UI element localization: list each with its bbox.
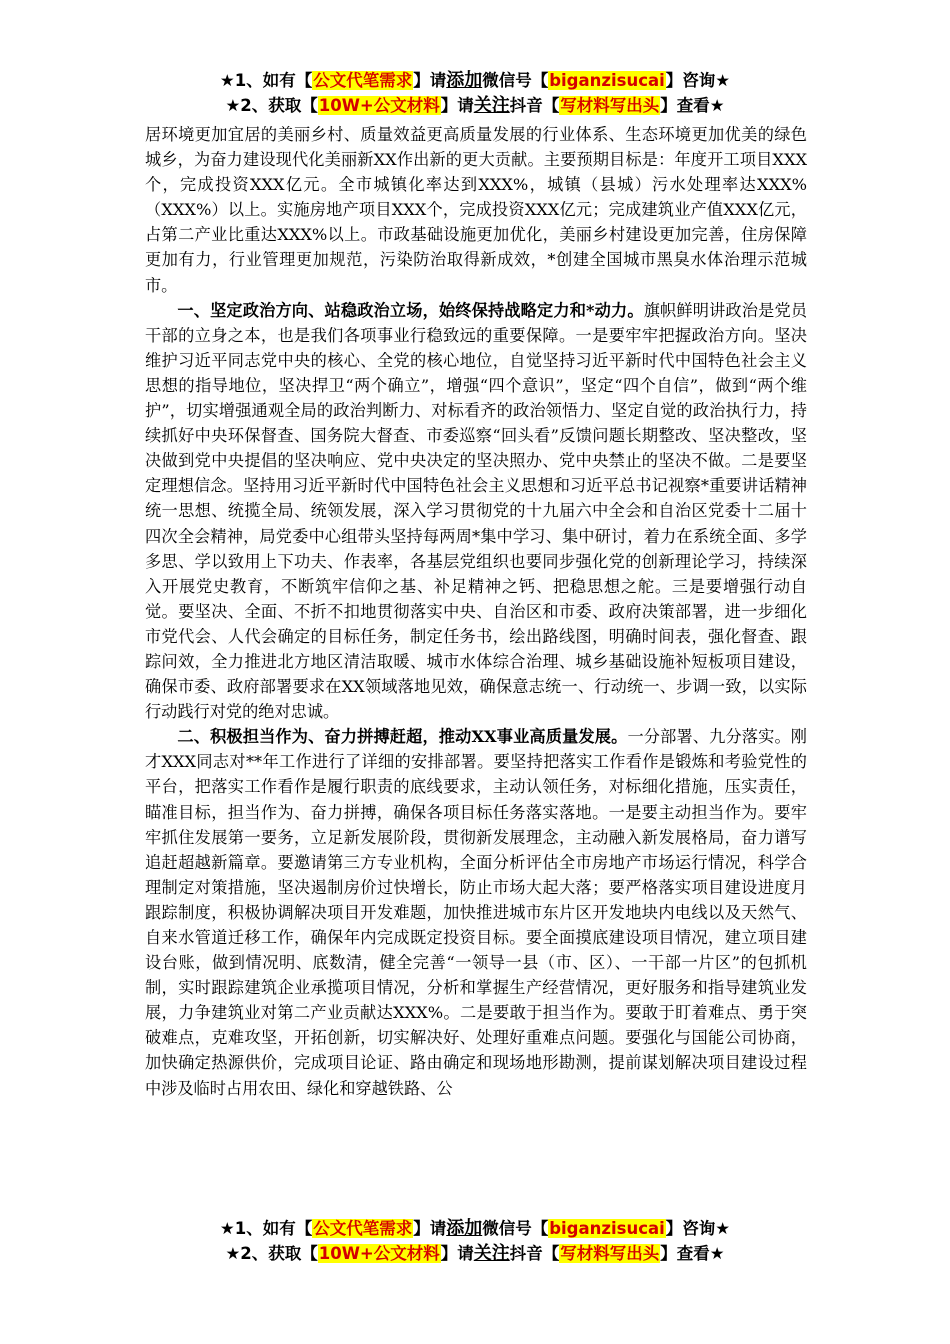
banner-text: 】请 [413,1219,447,1238]
banner-highlight-douyin: 写材料写出头 [560,96,660,115]
banner-text: ★1、如有【 [219,1219,313,1238]
banner-highlight-service: 公文代笔需求 [313,1219,413,1238]
banner-underline-follow: 关注 [473,1243,510,1264]
banner-text: 】查看★ [660,96,725,115]
banner-text: 】请 [440,1244,474,1263]
banner-text: 】请 [440,96,474,115]
banner-text: 】咨询★ [665,71,731,90]
banner-highlight-service: 公文代笔需求 [313,71,413,90]
section-2-heading: 二、积极担当作为、奋力拼搏赶超，推动XX事业高质量发展。 [177,727,628,747]
document-body [145,122,807,1101]
banner-underline-add: 添加 [446,70,483,91]
footer-banner-line2 [0,1242,950,1266]
banner-text: 抖音【 [509,96,560,115]
banner-highlight-wechat-id: biganzisucai [549,71,665,90]
banner-text: 】查看★ [660,1244,725,1263]
section-1-heading: 一、坚定政治方向、站稳政治立场，始终保持战略定力和*动力。 [177,300,644,320]
banner-text: ★2、获取【 [225,96,318,115]
section-1-text: 旗帜鲜明讲政治是党员干部的立身之本，也是我们各项事业行稳致远的重要保障。一是要牢牢把握政治方向。坚决维护习近平同志党中央的核心、全党的核心地位，自觉坚持习近平新时代中国特色社会主义思想的指导地位，坚决捍卫“两个确立”，增强“四个意识”，坚定“四个自信”，做到“两个维护”，切实增强通观全局的政治判断力、对标看齐的政治领悟力、坚定自觉的政治执行力，持续抓好中央环保督查、国务院大督查、市委巡察“回头看”反馈问题长期整改、坚决整改，坚决做到党中央提倡的坚决响应、党中央决定的坚决照办、党中央禁止的坚决不做。二是要坚定理想信念。坚持用习近平新时代中国特色社会主义思想和习近平总书记视察*重要讲话精神统一思想、统揽全局、统领发展，深入学习贯彻党的十九届六中全会和自治区党委十二届十四次全会精神，局党委中心组带头坚持每两周*集中学习、集中研讨，着力在系统全面、多学多思、学以致用上下功夫、作表率，各基层党组织也要同步强化党的创新理论学习，持续深入开展党史教育，不断筑牢信仰之基、补足精神之钙、把稳思想之舵。三是要增强行动自觉。要坚决、全面、不折不扣地贯彻落实中央、自治区和市委、政府决策部署，进一步细化市党代会、人代会确定的目标任务，制定任务书，绘出路线图，明确时间表，强化督查、跟踪问效，全力推进北方地区清洁取暖、城市水体综合治理、城乡基础设施补短板项目建设，确保市委、政府部署要求在XX领域落地见效，确保意志统一、行动统一、步调一致，以实际行动践行对党的绝对忠诚。 [145,300,808,722]
header-banner-line2 [0,94,950,118]
banner-text: ★1、如有【 [219,71,313,90]
banner-text: 微信号【 [482,1219,549,1238]
banner-text: 抖音【 [509,1244,560,1263]
banner-underline-follow: 关注 [473,95,510,116]
banner-text: ★2、获取【 [225,1244,318,1263]
banner-underline-add: 添加 [446,1218,483,1239]
banner-highlight-materials: 10W+公文材料 [318,1244,440,1263]
header-banner-line1 [0,69,950,93]
section-1-paragraph [145,298,807,725]
section-2-paragraph [145,724,807,1100]
banner-highlight-wechat-id: biganzisucai [549,1219,665,1238]
banner-highlight-douyin: 写材料写出头 [560,1244,660,1263]
section-2-text: 一分部署、九分落实。刚才XXX同志对**年工作进行了详细的安排部署。要坚持把落实工作看作是锻炼和考验党性的平台，把落实工作看作是履行职责的底线要求，主动认领任务，对标细化措施，压实责任，瞄准目标，担当作为、奋力拼搏，确保各项目标任务落实落地。一是要主动担当作为。要牢牢抓住发展第一要务，立足新发展阶段，贯彻新发展理念，主动融入新发展格局，奋力谱写追赶超越新篇章。要邀请第三方专业机构，全面分析评估全市房地产市场运行情况，科学合理制定对策措施，坚决遏制房价过快增长，防止市场大起大落；要严格落实项目建设进度月跟踪制度，积极协调解决项目开发难题，加快推进城市东片区开发地块内电线以及天然气、自来水管道迁移工作，确保年内完成既定投资目标。要全面摸底建设项目情况，建立项目建设台账，做到情况明、底数清，健全完善“一领导一县（市、区）、一干部一片区”的包抓机制，实时跟踪建筑企业承揽项目情况，分析和掌握生产经营情况，更好服务和指导建筑业发展，力争建筑业对第二产业贡献达XXX%。二是要敢于担当作为。要敢于盯着难点、勇于突破难点，克难攻坚，开拓创新，切实解决好、处理好重难点问题。要强化与国能公司协商，加快确定热源供价，完成项目论证、路由确定和现场地形勘测，提前谋划解决项目建设过程中涉及临时占用农田、绿化和穿越铁路、公 [145,727,807,1098]
banner-highlight-materials: 10W+公文材料 [318,96,440,115]
footer-banner-line1 [0,1217,950,1241]
intro-paragraph: 居环境更加宜居的美丽乡村、质量效益更高质量发展的行业体系、生态环境更加优美的绿色城乡，为奋力建设现代化美丽新XX作出新的更大贡献。主要预期目标是：年度开工项目XXX个，完成投资XXX亿元。全市城镇化率达到XXX%，城镇（县城）污水处理率达XXX%（XXX%）以上。实施房地产项目XXX个，完成投资XXX亿元；完成建筑业产值XXX亿元，占第二产业比重达XXX%以上。市政基础设施更加优化，美丽乡村建设更加完善，住房保障更加有力，行业管理更加规范，污染防治取得新成效，*创建全国城市黑臭水体治理示范城市。 [145,125,807,295]
banner-text: 微信号【 [482,71,549,90]
banner-text: 】咨询★ [665,1219,731,1238]
banner-text: 】请 [413,71,447,90]
